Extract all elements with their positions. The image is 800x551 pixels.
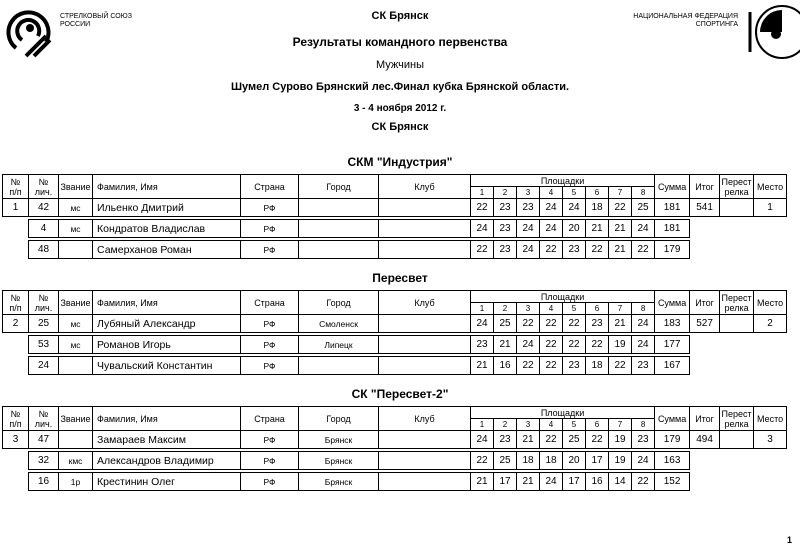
stand-score: 24: [563, 199, 586, 217]
empty-cell: [3, 473, 29, 491]
col-shootoff-line1: Перест: [721, 408, 752, 419]
stand-score: 22: [563, 315, 586, 333]
score-sum: 181: [655, 199, 690, 217]
stand-score: 17: [563, 473, 586, 491]
club-name: СК Брянск: [371, 10, 429, 22]
stand-score: 24: [632, 315, 655, 333]
col-pnum: [29, 407, 59, 431]
col-num-line1: №: [10, 176, 21, 187]
personal-number: 32: [29, 452, 59, 470]
empty-cell: [754, 241, 787, 259]
personal-number: 24: [29, 357, 59, 375]
athlete-name: Романов Игорь: [93, 336, 241, 354]
col-pnum: [29, 291, 59, 315]
rank: мс: [59, 220, 93, 238]
athlete-name: Лубяный Александр: [93, 315, 241, 333]
col-shootoff: [720, 291, 754, 315]
col-shootoff: [720, 175, 754, 199]
col-stand-number: 7: [609, 419, 632, 431]
col-stand-number: 7: [609, 303, 632, 315]
col-stands: Площадки: [471, 291, 655, 303]
table-row: [3, 357, 787, 375]
city: Смоленск: [299, 315, 379, 333]
stand-score: 20: [563, 452, 586, 470]
col-city: Город: [299, 175, 379, 199]
shootoff: [720, 315, 754, 333]
country: РФ: [241, 199, 299, 217]
athlete-name: Александров Владимир: [93, 452, 241, 470]
col-total: Итог: [690, 407, 720, 431]
country: РФ: [241, 241, 299, 259]
stand-score: 23: [632, 357, 655, 375]
col-stand-number: 8: [632, 187, 655, 199]
stand-score: 24: [632, 336, 655, 354]
col-total: Итог: [690, 175, 720, 199]
col-stand-number: 2: [494, 303, 517, 315]
col-pnum-line1: №: [38, 292, 49, 303]
stand-score: 23: [586, 315, 609, 333]
stand-score: 22: [540, 431, 563, 449]
score-sum: 183: [655, 315, 690, 333]
empty-cell: [3, 220, 29, 238]
col-name: Фамилия, Имя: [93, 291, 241, 315]
stand-score: 23: [471, 336, 494, 354]
city: [299, 220, 379, 238]
empty-cell: [3, 452, 29, 470]
event-dates: 3 - 4 ноября 2012 г.: [353, 103, 447, 114]
col-num-line1: №: [10, 408, 21, 419]
stand-score: 16: [494, 357, 517, 375]
stand-score: 25: [563, 431, 586, 449]
category: Мужчины: [375, 59, 424, 71]
stand-score: 23: [494, 220, 517, 238]
stand-score: 25: [494, 315, 517, 333]
col-shootoff-line2: релка: [724, 302, 749, 313]
athlete-name: Самерханов Роман: [93, 241, 241, 259]
stand-score: 22: [540, 315, 563, 333]
table-row: [3, 473, 787, 491]
team-place: 1: [754, 199, 787, 217]
team-number: 1: [3, 199, 29, 217]
col-shootoff: [720, 407, 754, 431]
col-stand-number: 5: [563, 419, 586, 431]
stand-score: 23: [563, 241, 586, 259]
col-stand-number: 3: [517, 419, 540, 431]
col-country: Страна: [241, 407, 299, 431]
col-num: [3, 175, 29, 199]
stand-score: 24: [517, 336, 540, 354]
col-num-line2: п/п: [9, 302, 22, 313]
col-num-line1: №: [10, 292, 21, 303]
personal-number: 4: [29, 220, 59, 238]
score-sum: 152: [655, 473, 690, 491]
col-place: Место: [754, 291, 787, 315]
stand-score: 22: [632, 241, 655, 259]
city: Брянск: [299, 452, 379, 470]
org-left-line1: СТРЕЛКОВЫЙ СОЮЗ: [60, 13, 132, 20]
country: РФ: [241, 452, 299, 470]
rank: [59, 431, 93, 449]
empty-cell: [720, 473, 754, 491]
club: [379, 357, 471, 375]
empty-cell: [720, 336, 754, 354]
empty-cell: [720, 241, 754, 259]
col-city: Город: [299, 291, 379, 315]
empty-cell: [754, 452, 787, 470]
venue: СК Брянск: [371, 121, 429, 133]
stand-score: 21: [586, 220, 609, 238]
org-right-line1: НАЦИОНАЛЬНАЯ ФЕДЕРАЦИЯ: [633, 13, 738, 20]
col-stand-number: 2: [494, 187, 517, 199]
stand-score: 22: [471, 199, 494, 217]
stand-score: 22: [540, 336, 563, 354]
athlete-name: Крестинин Олег: [93, 473, 241, 491]
stand-score: 24: [517, 220, 540, 238]
team-title: Пересвет: [372, 271, 428, 285]
stand-score: 24: [471, 220, 494, 238]
table-row: [3, 241, 787, 259]
club: [379, 220, 471, 238]
table-row: [3, 220, 787, 238]
col-shootoff-line2: релка: [724, 418, 749, 429]
shootoff: [720, 199, 754, 217]
empty-cell: [720, 220, 754, 238]
col-stand-number: 4: [540, 419, 563, 431]
stand-score: 22: [517, 357, 540, 375]
stand-score: 17: [494, 473, 517, 491]
empty-cell: [690, 452, 720, 470]
athlete-name: Чувальский Константин: [93, 357, 241, 375]
col-rank: Звание: [59, 291, 93, 315]
score-sum: 179: [655, 241, 690, 259]
col-pnum-line1: №: [38, 408, 49, 419]
stand-score: 22: [471, 241, 494, 259]
rank: [59, 357, 93, 375]
empty-cell: [3, 357, 29, 375]
personal-number: 42: [29, 199, 59, 217]
col-stand-number: 3: [517, 303, 540, 315]
col-country: Страна: [241, 175, 299, 199]
club: [379, 452, 471, 470]
stand-score: 24: [632, 452, 655, 470]
col-pnum-line1: №: [38, 176, 49, 187]
team-number: 3: [3, 431, 29, 449]
col-stand-number: 7: [609, 187, 632, 199]
club: [379, 473, 471, 491]
stand-score: 22: [586, 241, 609, 259]
stand-score: 21: [609, 315, 632, 333]
empty-cell: [720, 452, 754, 470]
stand-score: 24: [471, 315, 494, 333]
stand-score: 22: [586, 336, 609, 354]
col-name: Фамилия, Имя: [93, 175, 241, 199]
stand-score: 22: [517, 315, 540, 333]
stand-score: 22: [609, 357, 632, 375]
col-place: Место: [754, 175, 787, 199]
col-stands: Площадки: [471, 407, 655, 419]
stand-score: 23: [494, 241, 517, 259]
stand-score: 21: [517, 431, 540, 449]
stand-score: 24: [540, 473, 563, 491]
athlete-name: Ильенко Дмитрий: [93, 199, 241, 217]
col-stand-number: 1: [471, 187, 494, 199]
empty-cell: [690, 357, 720, 375]
col-total: Итог: [690, 291, 720, 315]
stand-score: 18: [586, 199, 609, 217]
stand-score: 24: [540, 199, 563, 217]
stand-score: 23: [494, 431, 517, 449]
page-title: Результаты командного первенства: [292, 35, 508, 49]
city: [299, 199, 379, 217]
col-stand-number: 3: [517, 187, 540, 199]
city: Липецк: [299, 336, 379, 354]
rank: мс: [59, 199, 93, 217]
empty-cell: [690, 473, 720, 491]
stand-score: 18: [586, 357, 609, 375]
col-stand-number: 5: [563, 187, 586, 199]
table-row: [3, 315, 787, 333]
col-pnum-line2: лич.: [34, 302, 53, 313]
col-num: [3, 291, 29, 315]
stand-score: 21: [494, 336, 517, 354]
empty-cell: [3, 241, 29, 259]
stand-score: 24: [517, 241, 540, 259]
athlete-name: Замараев Максим: [93, 431, 241, 449]
stand-score: 22: [540, 241, 563, 259]
stand-score: 21: [471, 473, 494, 491]
col-stand-number: 2: [494, 419, 517, 431]
rank: [59, 241, 93, 259]
score-sum: 177: [655, 336, 690, 354]
col-num-line2: п/п: [9, 186, 22, 197]
empty-cell: [754, 473, 787, 491]
personal-number: 48: [29, 241, 59, 259]
col-country: Страна: [241, 291, 299, 315]
page-number: 1: [786, 535, 792, 545]
personal-number: 25: [29, 315, 59, 333]
col-stand-number: 5: [563, 303, 586, 315]
stand-score: 20: [563, 220, 586, 238]
col-num: [3, 407, 29, 431]
col-shootoff-line1: Перест: [721, 292, 752, 303]
col-stand-number: 1: [471, 303, 494, 315]
col-club: Клуб: [379, 175, 471, 199]
score-sum: 163: [655, 452, 690, 470]
personal-number: 16: [29, 473, 59, 491]
stand-score: 24: [632, 220, 655, 238]
shootoff: [720, 431, 754, 449]
empty-cell: [690, 336, 720, 354]
empty-cell: [754, 357, 787, 375]
stand-score: 25: [494, 452, 517, 470]
empty-cell: [754, 220, 787, 238]
col-city: Город: [299, 407, 379, 431]
empty-cell: [720, 357, 754, 375]
table-row: [3, 336, 787, 354]
stand-score: 19: [609, 431, 632, 449]
city: Брянск: [299, 473, 379, 491]
col-club: Клуб: [379, 291, 471, 315]
club: [379, 336, 471, 354]
col-sum: Сумма: [655, 407, 690, 431]
personal-number: 47: [29, 431, 59, 449]
stand-score: 23: [494, 199, 517, 217]
col-pnum-line2: лич.: [34, 186, 53, 197]
country: РФ: [241, 357, 299, 375]
team-results-table: [2, 406, 787, 491]
col-pnum-line2: лич.: [34, 418, 53, 429]
stand-score: 23: [517, 199, 540, 217]
col-stand-number: 4: [540, 187, 563, 199]
col-rank: Звание: [59, 175, 93, 199]
table-row: [3, 452, 787, 470]
team-results-table: [2, 290, 787, 375]
rank: мс: [59, 336, 93, 354]
score-sum: 179: [655, 431, 690, 449]
rank: 1р: [59, 473, 93, 491]
stand-score: 22: [632, 473, 655, 491]
rank: мс: [59, 315, 93, 333]
team-place: 3: [754, 431, 787, 449]
stand-score: 18: [517, 452, 540, 470]
stand-score: 17: [586, 452, 609, 470]
empty-cell: [690, 220, 720, 238]
team-total: 494: [690, 431, 720, 449]
stand-score: 25: [632, 199, 655, 217]
stand-score: 22: [563, 336, 586, 354]
team-title: СКМ "Индустрия": [347, 155, 453, 169]
club: [379, 315, 471, 333]
country: РФ: [241, 431, 299, 449]
club: [379, 199, 471, 217]
col-stand-number: 8: [632, 419, 655, 431]
team-total: 541: [690, 199, 720, 217]
stand-score: 23: [632, 431, 655, 449]
stand-score: 23: [563, 357, 586, 375]
stand-score: 14: [609, 473, 632, 491]
stand-score: 21: [471, 357, 494, 375]
stand-score: 22: [540, 357, 563, 375]
org-right-line2: СПОРТИНГА: [695, 21, 738, 28]
col-rank: Звание: [59, 407, 93, 431]
city: Брянск: [299, 431, 379, 449]
col-stands: Площадки: [471, 175, 655, 187]
stand-score: 21: [609, 220, 632, 238]
stand-score: 24: [540, 220, 563, 238]
col-sum: Сумма: [655, 175, 690, 199]
stand-score: 21: [517, 473, 540, 491]
col-stand-number: 6: [586, 419, 609, 431]
team-results-table: [2, 174, 787, 259]
score-sum: 167: [655, 357, 690, 375]
col-place: Место: [754, 407, 787, 431]
col-shootoff-line1: Перест: [721, 176, 752, 187]
stand-score: 24: [471, 431, 494, 449]
event-name: Шумел Сурово Брянский лес.Финал кубка Брянской области.: [230, 81, 570, 93]
table-row: [3, 431, 787, 449]
stand-score: 21: [609, 241, 632, 259]
country: РФ: [241, 336, 299, 354]
personal-number: 53: [29, 336, 59, 354]
col-stand-number: 6: [586, 187, 609, 199]
col-sum: Сумма: [655, 291, 690, 315]
team-total: 527: [690, 315, 720, 333]
org-left-line2: РОССИИ: [60, 21, 91, 28]
stand-score: 22: [471, 452, 494, 470]
empty-cell: [754, 336, 787, 354]
col-stand-number: 4: [540, 303, 563, 315]
country: РФ: [241, 315, 299, 333]
stand-score: 16: [586, 473, 609, 491]
country: РФ: [241, 473, 299, 491]
rank: кмс: [59, 452, 93, 470]
club: [379, 241, 471, 259]
stand-score: 18: [540, 452, 563, 470]
table-row: [3, 199, 787, 217]
col-num-line2: п/п: [9, 418, 22, 429]
city: [299, 241, 379, 259]
empty-cell: [3, 336, 29, 354]
country: РФ: [241, 220, 299, 238]
empty-cell: [690, 241, 720, 259]
stand-score: 22: [586, 431, 609, 449]
score-sum: 181: [655, 220, 690, 238]
team-title: СК "Пересвет-2": [351, 387, 449, 401]
col-stand-number: 6: [586, 303, 609, 315]
stand-score: 19: [609, 336, 632, 354]
club: [379, 431, 471, 449]
stand-score: 19: [609, 452, 632, 470]
col-stand-number: 1: [471, 419, 494, 431]
athlete-name: Кондратов Владислав: [93, 220, 241, 238]
col-stand-number: 8: [632, 303, 655, 315]
city: [299, 357, 379, 375]
col-pnum: [29, 175, 59, 199]
col-name: Фамилия, Имя: [93, 407, 241, 431]
col-shootoff-line2: релка: [724, 186, 749, 197]
stand-score: 22: [609, 199, 632, 217]
col-club: Клуб: [379, 407, 471, 431]
team-number: 2: [3, 315, 29, 333]
team-place: 2: [754, 315, 787, 333]
